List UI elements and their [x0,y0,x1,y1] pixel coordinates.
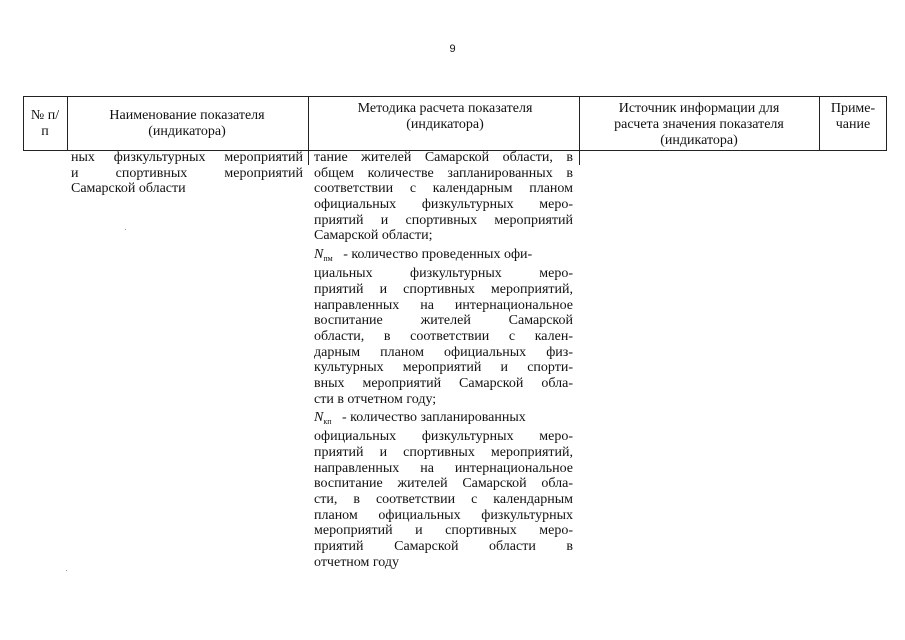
methodology-line: циальных физкультурных меро- [314,266,573,282]
indicator-name-line: Самарской области [71,181,186,197]
variable-subscript: пм [323,254,333,264]
column-divider-4 [819,96,820,151]
indicator-name-line: ных физкультурных мероприятий [71,150,303,165]
variable-description: - количество запланированных [342,410,526,426]
scan-speck [125,229,126,230]
methodology-line: дарным планом официальных физ- [314,344,573,360]
variable-subscript: кп [323,417,332,427]
methodology-line: официальных физкультурных меро- [314,197,573,213]
table-top-border [23,96,887,97]
methodology-line: отчетном году [314,554,400,570]
methodology-line: официальных физкультурных меро- [314,429,573,445]
table-right-border [886,96,887,151]
header-num: № п/п [30,108,60,139]
table-left-border [23,96,24,151]
methodology-line: тание жителей Самарской области, в [314,150,573,165]
page-number: 9 [449,43,456,55]
variable-symbol: $N_{кп}$ [314,410,332,427]
methodology-line: воспитание жителей Самарской обла- [314,476,573,492]
methodology-line: мероприятий и спортивных меро- [314,523,573,539]
methodology-line: области, в соответствии с кален- [314,328,573,344]
methodology-line: общем количестве запланированных в [314,165,573,181]
methodology-line: приятий Самарской области в [314,539,573,555]
methodology-line: приятий и спортивных мероприятий, [314,445,573,460]
column-divider-2 [308,96,309,165]
methodology-line: культурных мероприятий и спорти- [314,360,573,376]
header-method: Методика расчета показателя (индикатора) [357,101,533,132]
methodology-line: вных мероприятий Самарской обла- [314,375,573,391]
methodology-line: воспитание жителей Самарской [314,313,573,329]
scan-speck [66,570,67,571]
header-note: Приме-чание [830,101,876,132]
methodology-line: приятий и спортивных мероприятий [314,212,573,228]
methodology-cell [314,150,573,571]
variable-description: - количество проведенных офи- [343,247,533,263]
variable-definition [314,407,573,429]
methodology-line: направленных на интернациональное [314,460,573,476]
column-divider-1 [67,96,68,151]
column-divider-3 [579,96,580,165]
methodology-line: сти, в соответствии с календарным [314,492,573,508]
indicator-name-line: и спортивных мероприятий [71,165,303,181]
methodology-line: соответствии с календарным планом [314,181,573,197]
indicator-name-cell [71,150,303,197]
header-source: Источник информации для расчета значения показателя (индикатора) [614,101,784,148]
methodology-line: приятий и спортивных мероприятий, [314,281,573,297]
header-name: Наименование показателя (индикатора) [109,108,265,139]
methodology-line: Самарской области; [314,228,433,244]
methodology-line: планом официальных физкультурных [314,507,573,523]
variable-definition [314,244,573,266]
variable-symbol: $N_{пм}$ [314,247,333,264]
methodology-line: сти в отчетном году; [314,391,437,407]
methodology-line: направленных на интернациональное [314,297,573,313]
